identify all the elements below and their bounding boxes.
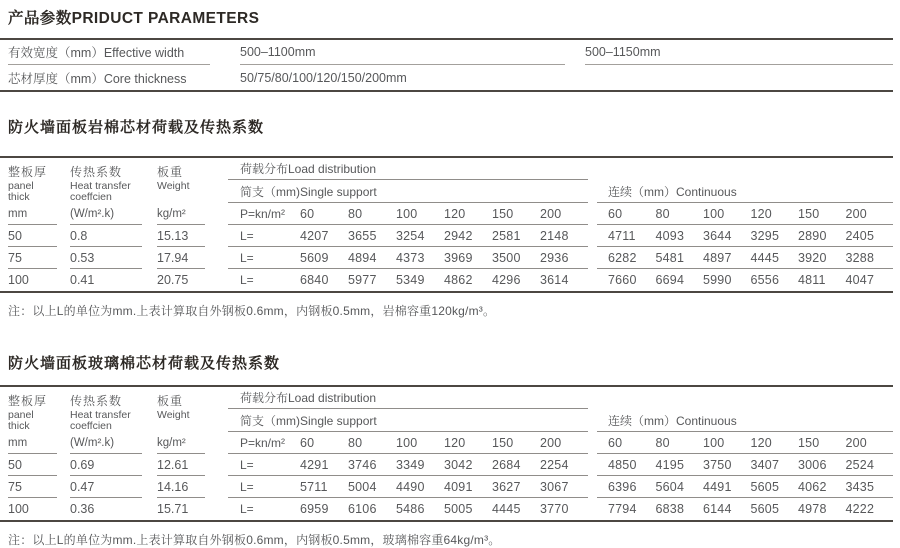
value-cell: 4091 — [444, 479, 473, 494]
value-cell: 4897 — [703, 250, 732, 265]
single-value-cells — [300, 480, 588, 494]
single-value-cells — [300, 229, 588, 243]
l-label: L= — [240, 273, 254, 287]
value-cell: 3500 — [492, 250, 521, 265]
param-value: 500–1150mm — [585, 40, 893, 65]
header-coefficient-en: coeffcien — [70, 191, 112, 203]
continuous-values — [597, 498, 893, 520]
value-cell: 120 — [750, 206, 772, 221]
value-cell: 5977 — [348, 273, 377, 287]
continuous-value-cells — [608, 273, 893, 287]
header-thickness-en: panel — [8, 409, 34, 421]
value-cell: 4978 — [798, 502, 827, 516]
value-cell: 6959 — [300, 502, 329, 516]
value-cell: 5990 — [703, 273, 732, 287]
value-cell: 4850 — [608, 457, 637, 472]
l-label: L= — [240, 228, 254, 243]
header-weight-zh: 板重 — [157, 165, 184, 179]
value-cell: 4445 — [750, 250, 780, 265]
continuous-value-cells — [608, 229, 893, 243]
value-cell: 5004 — [348, 479, 377, 494]
value-cell: 100 — [703, 206, 725, 221]
params-table — [0, 38, 893, 92]
value-cell: 100 — [396, 206, 418, 221]
span-header-row — [228, 432, 893, 454]
single-value-cells — [300, 251, 588, 265]
continuous-value-cells — [608, 458, 893, 472]
span-values — [608, 436, 893, 450]
continuous-span-headers — [597, 203, 893, 225]
thickness-cell: 75 — [8, 247, 57, 269]
value-cell: 6396 — [608, 479, 637, 494]
section-title-glasswool: 防火墙面板玻璃棉芯材荷载及传热系数 — [8, 355, 281, 372]
value-cell: 6106 — [348, 502, 377, 516]
value-cell: 4711 — [608, 228, 636, 243]
continuous-value-cells — [608, 251, 893, 265]
continuous-values — [597, 454, 893, 476]
param-row — [0, 65, 893, 90]
value-cell: 4373 — [396, 250, 425, 265]
value-cell: 3770 — [540, 502, 569, 516]
support-type-row — [228, 409, 893, 432]
l-label: L= — [240, 502, 254, 516]
value-cell: 3746 — [348, 457, 377, 472]
value-cell: 5605 — [750, 502, 780, 516]
weight-cell: 15.71 — [157, 502, 189, 516]
value-cell: 5005 — [444, 502, 473, 516]
value-cell: 150 — [798, 435, 820, 450]
single-values — [228, 225, 588, 247]
weight-cell: 17.94 — [157, 247, 205, 269]
value-cell: 200 — [540, 206, 562, 221]
value-cell: 6144 — [703, 502, 732, 516]
load-distribution-row — [228, 158, 893, 180]
single-values — [228, 454, 588, 476]
value-cell: 3407 — [750, 457, 780, 472]
value-cell: 5605 — [750, 479, 780, 494]
coefficient-cell: 0.8 — [70, 225, 142, 247]
span-values — [608, 207, 893, 221]
value-cell: 4490 — [396, 479, 425, 494]
coefficient-cell: 0.53 — [70, 247, 142, 269]
table-row — [0, 476, 893, 498]
table-note: 注：以上L的单位为mm.上表计算取自外钢板0.6mm，内钢板0.5mm，岩棉容重120kg/m³。 — [8, 304, 496, 318]
thickness-cell: 50 — [8, 454, 57, 476]
value-cell: 3614 — [540, 273, 569, 287]
continuous-values — [597, 225, 893, 247]
document-page — [0, 6, 900, 548]
value-cell: 60 — [300, 435, 315, 450]
block-gap — [588, 409, 597, 432]
coefficient-cell: 0.47 — [70, 476, 142, 498]
table-row — [0, 454, 893, 476]
value-cell: 2405 — [845, 228, 875, 243]
value-cell: 4291 — [300, 457, 329, 472]
value-cell: 4195 — [655, 457, 685, 472]
coefficient-cell: 0.69 — [70, 454, 142, 476]
value-cell: 6694 — [655, 273, 685, 287]
header-thickness-zh: 整板厚 — [8, 165, 48, 179]
header-coefficient-en: Heat transfer — [70, 180, 131, 192]
value-cell: 6556 — [750, 273, 780, 287]
header-coefficient-zh: 传热系数 — [70, 165, 123, 179]
header-thickness-en: panel — [8, 180, 34, 192]
value-cell: 4491 — [703, 479, 732, 494]
value-cell: 80 — [655, 206, 670, 221]
value-cell: 3295 — [750, 228, 780, 243]
header-thickness-zh: 整板厚 — [8, 394, 48, 408]
value-cell: 5486 — [396, 502, 425, 516]
value-cell: 120 — [444, 206, 466, 221]
value-cell: 5481 — [655, 250, 685, 265]
single-value-cells — [300, 458, 588, 472]
param-value: 500–1100mm — [240, 40, 565, 65]
value-cell: 100 — [396, 435, 418, 450]
param-label: 芯材厚度（mm）Core thickness — [8, 71, 187, 86]
header-weight — [157, 387, 205, 454]
continuous-value-cells — [608, 480, 893, 494]
value-cell: 120 — [444, 435, 466, 450]
table-note: 注：以上L的单位为mm.上表计算取自外钢板0.6mm，内钢板0.5mm，玻璃棉容重64kg/m³。 — [8, 533, 501, 547]
single-values — [228, 269, 588, 291]
value-cell: 3969 — [444, 250, 473, 265]
value-cell: 2524 — [845, 457, 875, 472]
value-cell: 200 — [845, 206, 867, 221]
value-cell: 2890 — [798, 228, 827, 243]
thickness-cell: 100 — [8, 502, 29, 516]
value-cell: 5711 — [300, 479, 328, 494]
value-cell: 4207 — [300, 228, 329, 243]
continuous-values — [597, 476, 893, 498]
value-cell: 3288 — [845, 250, 875, 265]
span-header-row — [228, 203, 893, 225]
value-cell: 150 — [798, 206, 820, 221]
value-cell: 4093 — [655, 228, 685, 243]
block-gap — [588, 203, 597, 225]
single-value-cells — [300, 273, 588, 287]
value-cell: 6282 — [608, 250, 637, 265]
coefficient-cell: 0.41 — [70, 273, 95, 287]
value-cell: 4296 — [492, 273, 521, 287]
value-cell: 3655 — [348, 228, 377, 243]
value-cell: 2684 — [492, 457, 521, 472]
value-cell: 4862 — [444, 273, 473, 287]
header-coefficient — [70, 387, 142, 454]
value-cell: 6838 — [655, 502, 685, 516]
header-weight-unit: kg/m² — [157, 208, 186, 220]
value-cell: 2148 — [540, 228, 569, 243]
header-weight-en: Weight — [157, 409, 190, 421]
value-cell: 3006 — [798, 457, 827, 472]
header-thickness — [8, 387, 57, 454]
continuous-values — [597, 247, 893, 269]
header-thickness — [8, 158, 57, 225]
section-title-rockwool: 防火墙面板岩棉芯材荷载及传热系数 — [8, 119, 265, 136]
header-weight-zh: 板重 — [157, 394, 184, 408]
header-weight — [157, 158, 205, 225]
value-cell: 4062 — [798, 479, 827, 494]
param-row — [0, 40, 893, 65]
single-value-cells — [300, 502, 588, 516]
p-label: P=kn/m² — [240, 435, 286, 450]
continuous-values — [597, 269, 893, 291]
thickness-cell: 100 — [8, 273, 29, 287]
value-cell: 7794 — [608, 502, 637, 516]
continuous-label: 连续（mm）Continuous — [597, 180, 893, 203]
value-cell: 2581 — [492, 228, 521, 243]
continuous-span-headers — [597, 432, 893, 454]
single-support-label: 简支（mm)Single support — [228, 409, 588, 432]
single-values — [228, 247, 588, 269]
value-cell: 3435 — [845, 479, 875, 494]
table-row — [0, 247, 893, 269]
header-load-distribution — [228, 387, 893, 454]
header-thickness-en: thick — [8, 420, 30, 432]
header-coefficient-en: coeffcien — [70, 420, 112, 432]
load-distribution-label: 荷载分布Load distribution — [228, 387, 588, 409]
header-thickness-en: thick — [8, 191, 30, 203]
load-distribution-row — [228, 387, 893, 409]
value-cell: 3349 — [396, 457, 425, 472]
load-distribution-label: 荷载分布Load distribution — [228, 158, 588, 180]
l-label: L= — [240, 479, 254, 494]
value-cell: 6840 — [300, 273, 329, 287]
param-label: 有效宽度（mm）Effective width — [8, 40, 210, 65]
l-label: L= — [240, 250, 254, 265]
table-header — [0, 387, 893, 454]
single-values — [228, 476, 588, 498]
block-gap — [588, 432, 597, 454]
header-weight-unit: kg/m² — [157, 437, 186, 449]
value-cell: 7660 — [608, 273, 637, 287]
value-cell: 3920 — [798, 250, 827, 265]
value-cell: 150 — [492, 206, 514, 221]
value-cell: 200 — [540, 435, 562, 450]
header-thickness-unit: mm — [8, 208, 28, 220]
header-coefficient-en: Heat transfer — [70, 409, 131, 421]
block-gap — [588, 180, 597, 203]
header-load-distribution — [228, 158, 893, 225]
header-coefficient-zh: 传热系数 — [70, 394, 123, 408]
value-cell: 4811 — [798, 273, 826, 287]
value-cell: 80 — [348, 206, 363, 221]
param-value — [585, 65, 893, 90]
value-cell: 4894 — [348, 250, 377, 265]
param-value: 50/75/80/100/120/150/200mm — [240, 70, 407, 85]
load-table-rockwool — [0, 156, 893, 293]
value-cell: 2254 — [540, 457, 569, 472]
page-title: 产品参数PRIDUCT PARAMETERS — [8, 10, 260, 27]
value-cell: 5349 — [396, 273, 425, 287]
continuous-label: 连续（mm）Continuous — [597, 409, 893, 432]
thickness-cell: 75 — [8, 476, 57, 498]
value-cell: 4445 — [492, 502, 521, 516]
value-cell: 150 — [492, 435, 514, 450]
table-row — [0, 269, 893, 291]
value-cell: 3750 — [703, 457, 732, 472]
value-cell: 4222 — [845, 502, 875, 516]
header-thickness-unit: mm — [8, 437, 28, 449]
value-cell: 3254 — [396, 228, 425, 243]
value-cell: 100 — [703, 435, 725, 450]
continuous-value-cells — [608, 502, 893, 516]
value-cell: 3644 — [703, 228, 732, 243]
table-header — [0, 158, 893, 225]
weight-cell: 14.16 — [157, 476, 205, 498]
value-cell: 4047 — [845, 273, 875, 287]
value-cell: 5609 — [300, 250, 329, 265]
table-row — [0, 498, 893, 520]
value-cell: 2936 — [540, 250, 569, 265]
header-coefficient-unit: (W/m².k) — [70, 437, 115, 449]
single-support-label: 简支（mm)Single support — [228, 180, 588, 203]
value-cell: 80 — [348, 435, 363, 450]
value-cell: 2942 — [444, 228, 473, 243]
span-values — [300, 436, 588, 450]
thickness-cell: 50 — [8, 225, 57, 247]
l-label: L= — [240, 457, 254, 472]
weight-cell: 20.75 — [157, 273, 189, 287]
value-cell: 60 — [300, 206, 315, 221]
single-values — [228, 498, 588, 520]
value-cell: 3627 — [492, 479, 521, 494]
single-span-headers — [228, 203, 588, 225]
value-cell: 3067 — [540, 479, 569, 494]
weight-cell: 12.61 — [157, 454, 205, 476]
support-type-row — [228, 180, 893, 203]
value-cell: 200 — [845, 435, 867, 450]
value-cell: 60 — [608, 206, 623, 221]
span-values — [300, 207, 588, 221]
header-coefficient-unit: (W/m².k) — [70, 208, 115, 220]
weight-cell: 15.13 — [157, 225, 205, 247]
table-row — [0, 225, 893, 247]
header-coefficient — [70, 158, 142, 225]
value-cell: 3042 — [444, 457, 473, 472]
p-label: P=kn/m² — [240, 206, 286, 221]
load-table-glasswool — [0, 385, 893, 522]
single-span-headers — [228, 432, 588, 454]
value-cell: 120 — [750, 435, 772, 450]
header-weight-en: Weight — [157, 180, 190, 192]
value-cell: 5604 — [655, 479, 685, 494]
coefficient-cell: 0.36 — [70, 502, 95, 516]
value-cell: 60 — [608, 435, 623, 450]
value-cell: 80 — [655, 435, 670, 450]
